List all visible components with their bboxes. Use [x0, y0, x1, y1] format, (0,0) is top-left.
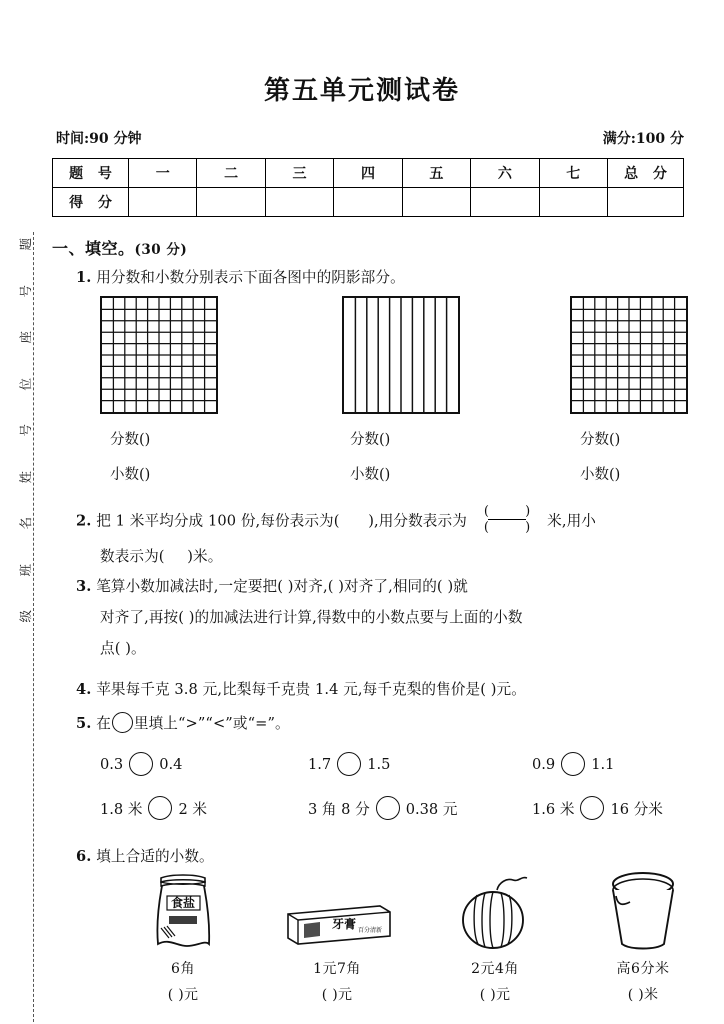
- grid-svg-third: [572, 298, 686, 412]
- time-limit-label: 时间:90 分钟: [56, 131, 142, 147]
- margin-char: 题: [17, 237, 33, 251]
- question-1-decimal-captions: [52, 463, 684, 485]
- question-1-figures: [52, 296, 684, 418]
- question-5-row-2: [52, 796, 684, 832]
- caption-fraction-1-blank[interactable]: ): [144, 432, 173, 448]
- question-6-items: [52, 868, 684, 1020]
- cell-score-4[interactable]: [334, 188, 402, 217]
- item-salt: [108, 868, 258, 1004]
- full-score-label: 满分:100 分: [602, 131, 684, 147]
- comparison-2-right: 1.5: [367, 755, 391, 773]
- comparison-circle-icon[interactable]: [112, 712, 133, 733]
- cell-score-6[interactable]: [471, 188, 539, 217]
- cell-q7: 七: [539, 159, 607, 188]
- item-bucket-blank[interactable]: ( )米: [627, 987, 659, 1003]
- section-1-title: 一、填空。: [52, 239, 135, 258]
- item-toothpaste-blank[interactable]: ( )元: [321, 987, 353, 1003]
- question-1-fraction-captions: [52, 428, 684, 450]
- question-5-number: 5.: [76, 715, 92, 732]
- item-bucket: [568, 868, 718, 1004]
- question-3-number: 3.: [76, 578, 92, 595]
- cell-q2: 二: [197, 159, 265, 188]
- comparison-1-circle[interactable]: [129, 752, 153, 776]
- question-5-row-1: [52, 752, 684, 788]
- comparison-4: [100, 796, 207, 820]
- question-2-part4: 数表示为(: [100, 548, 165, 565]
- figure-grid-10x10-third: [570, 296, 688, 414]
- svg-text:牙膏: 牙膏: [331, 917, 357, 931]
- comparison-3: [532, 752, 614, 776]
- caption-decimal-3: [580, 463, 642, 484]
- comparison-1-right: 0.4: [159, 755, 183, 773]
- salt-bag-art: [108, 868, 258, 954]
- question-1-number: 1.: [76, 269, 92, 286]
- caption-fraction-1: [110, 428, 172, 449]
- comparison-2: [308, 752, 390, 776]
- cell-q6: 六: [471, 159, 539, 188]
- caption-decimal-3-blank[interactable]: ): [614, 467, 643, 483]
- comparison-6-circle[interactable]: [580, 796, 604, 820]
- caption-decimal-2-label: 小数(: [350, 467, 385, 483]
- toothpaste-box-art: [262, 868, 412, 954]
- caption-decimal-1: [110, 463, 172, 484]
- cell-score-total[interactable]: [608, 188, 684, 217]
- cell-score-7[interactable]: [539, 188, 607, 217]
- item-watermelon: [420, 868, 570, 1004]
- question-3: [76, 575, 692, 599]
- watermelon-art: [420, 868, 570, 954]
- question-2-blank2[interactable]: [165, 548, 188, 565]
- figure-strips-10-second: [342, 296, 460, 414]
- table-row-scores: [53, 188, 684, 217]
- cell-q1: 一: [129, 159, 197, 188]
- caption-fraction-2-label: 分数(: [350, 432, 385, 448]
- page-title: 第五单元测试卷: [263, 76, 460, 106]
- item-bucket-label: 高6分米: [616, 961, 670, 977]
- caption-decimal-1-blank[interactable]: ): [144, 467, 173, 483]
- question-2: [76, 506, 692, 537]
- margin-char: 位: [17, 377, 33, 391]
- question-5: [76, 712, 290, 736]
- item-salt-label: 6角: [171, 961, 195, 977]
- cell-score-2[interactable]: [197, 188, 265, 217]
- comparison-5: [308, 796, 457, 820]
- strips-svg-second: [344, 298, 458, 412]
- toothpaste-box-icon: [278, 892, 396, 954]
- bucket-art: [568, 868, 718, 954]
- caption-decimal-1-label: 小数(: [110, 467, 145, 483]
- cell-score-5[interactable]: [402, 188, 470, 217]
- comparison-4-left: 1.8 米: [100, 800, 143, 818]
- cell-header-score: 得 分: [53, 188, 129, 217]
- caption-decimal-2-blank[interactable]: ): [384, 467, 413, 483]
- caption-decimal-2: [350, 463, 412, 484]
- question-2-part2: ),用分数表示为: [368, 512, 467, 530]
- question-5-text-after: 里填上“>”“<”或“=”。: [133, 715, 290, 732]
- item-watermelon-label: 2元4角: [471, 961, 519, 977]
- margin-char: 姓: [17, 470, 33, 484]
- comparison-5-circle[interactable]: [376, 796, 400, 820]
- cell-score-3[interactable]: [265, 188, 333, 217]
- caption-fraction-2-blank[interactable]: ): [384, 432, 413, 448]
- question-1-text: 用分数和小数分别表示下面各图中的阴影部分。: [96, 269, 405, 286]
- section-1-points: (30 分): [134, 242, 188, 258]
- comparison-3-left: 0.9: [532, 755, 556, 773]
- question-2-part5: )米。: [187, 548, 223, 565]
- question-4: [76, 678, 696, 702]
- margin-vertical-text: [14, 238, 38, 657]
- cell-q4: 四: [334, 159, 402, 188]
- comparison-6-left: 1.6 米: [532, 800, 575, 818]
- question-3-line2-wrap: [100, 606, 700, 630]
- caption-fraction-3-label: 分数(: [580, 432, 615, 448]
- grid-svg-first: [102, 298, 216, 412]
- question-4-number: 4.: [76, 681, 92, 698]
- question-1: [76, 266, 405, 290]
- comparison-4-circle[interactable]: [148, 796, 172, 820]
- table-row-question-numbers: [53, 159, 684, 188]
- caption-fraction-1-label: 分数(: [110, 432, 145, 448]
- question-3-line3-wrap: [100, 637, 146, 661]
- margin-char: 级: [17, 609, 33, 623]
- question-2-part3: 米,用小: [547, 512, 596, 530]
- comparison-3-circle[interactable]: [561, 752, 585, 776]
- fraction-numerator-blank[interactable]: ( ): [483, 504, 547, 519]
- question-6-number: 6.: [76, 848, 92, 865]
- exam-info-row: [56, 128, 684, 148]
- question-3-line3: 点( )。: [100, 640, 146, 657]
- comparison-6-right: 16 分米: [610, 800, 663, 818]
- question-5-text-before: 在: [96, 715, 111, 732]
- item-salt-blank[interactable]: ( )元: [167, 987, 199, 1003]
- caption-fraction-3: [580, 428, 642, 449]
- question-2-number: 2.: [76, 512, 92, 530]
- item-toothpaste: [262, 868, 412, 1004]
- section-1-heading: [52, 236, 187, 259]
- question-6-text: 填上合适的小数。: [96, 848, 214, 865]
- caption-decimal-3-label: 小数(: [580, 467, 615, 483]
- fraction-denominator-blank[interactable]: ( ): [483, 520, 547, 535]
- cell-q3: 三: [265, 159, 333, 188]
- comparison-1-left: 0.3: [100, 755, 124, 773]
- item-watermelon-blank[interactable]: ( )元: [479, 987, 511, 1003]
- comparison-5-right: 0.38 元: [405, 800, 458, 818]
- salt-bag-icon: [147, 870, 219, 954]
- left-margin-strip: [0, 0, 46, 1024]
- question-2-fraction[interactable]: [468, 504, 546, 535]
- question-6: [76, 845, 214, 869]
- cell-total: 总 分: [608, 159, 684, 188]
- watermelon-icon: [453, 874, 537, 954]
- comparison-3-right: 1.1: [591, 755, 615, 773]
- margin-char: 号: [17, 423, 33, 437]
- cell-q5: 五: [402, 159, 470, 188]
- caption-fraction-3-blank[interactable]: ): [614, 432, 643, 448]
- margin-char: 名: [17, 516, 33, 530]
- item-toothpaste-label: 1元7角: [313, 961, 361, 977]
- margin-char: 号: [17, 284, 33, 298]
- comparison-5-left: 3 角 8 分: [308, 800, 370, 818]
- figure-grid-10x10-first: [100, 296, 218, 414]
- caption-fraction-2: [350, 428, 412, 449]
- margin-char: 座: [17, 330, 33, 344]
- question-4-text: 苹果每千克 3.8 元,比梨每千克贵 1.4 元,每千克梨的售价是( )元。: [96, 681, 526, 698]
- score-table: [52, 158, 684, 217]
- svg-text:百分清新: 百分清新: [357, 927, 383, 934]
- cell-score-1[interactable]: [129, 188, 197, 217]
- bucket-icon: [600, 868, 686, 954]
- margin-char: 班: [17, 563, 33, 577]
- comparison-2-circle[interactable]: [337, 752, 361, 776]
- comparison-6: [532, 796, 663, 820]
- cell-header-question: 题 号: [53, 159, 129, 188]
- comparison-1: [100, 752, 182, 776]
- question-2-part1: 把 1 米平均分成 100 份,每份表示为(: [96, 512, 340, 530]
- question-2-blank1[interactable]: [340, 513, 369, 530]
- question-2-line2: [100, 545, 222, 569]
- comparison-4-right: 2 米: [178, 800, 207, 818]
- question-3-line1: 笔算小数加减法时,一定要把( )对齐,( )对齐了,相同的( )就: [96, 578, 468, 595]
- question-3-line2: 对齐了,再按( )的加减法进行计算,得数中的小数点要与上面的小数: [100, 609, 523, 626]
- comparison-2-left: 1.7: [308, 755, 332, 773]
- svg-text:食盐: 食盐: [170, 896, 196, 910]
